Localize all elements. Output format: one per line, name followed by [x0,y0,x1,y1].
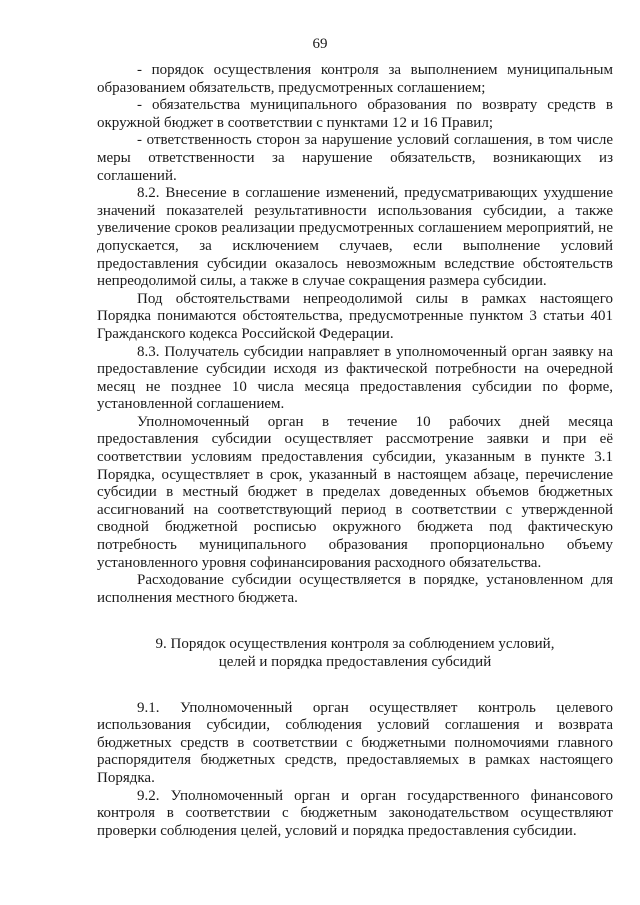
paragraph: 8.3. Получатель субсидии направляет в уполномоченный орган заявку на предоставление субсидии исходя из фактической потребности на очередной месяц не позднее 10 числа месяца предоставления субсидии по форме, установленной соглашением. [97,343,613,413]
paragraph: Уполномоченный орган в течение 10 рабочих дней месяца предоставления субсидии осуществляет рассмотрение заявки и при её соответствии условиям предоставления субсидии, указанным в пункте 3.1 Порядка, осуществляет в срок, указанный в настоящем абзаце, перечисление субсидии в местный бюджет в пределах доведенных объемов бюджетных ассигнований на соответствующий период в соответствии с утвержденной сводной бюджетной росписью окружного бюджета под фактическую потребность муниципального образования пропорционально объему установленного уровня софинансирования расходного обязательства. [97,413,613,571]
paragraph: Под обстоятельствами непреодолимой силы в рамках настоящего Порядка понимаются обстоятельства, предусмотренные пунктом 3 статьи 401 Гражданского кодекса Российской Федерации. [97,290,613,342]
paragraph: 9.1. Уполномоченный орган осуществляет контроль целевого использования субсидии, соблюдения условий соглашения и возврата бюджетных средств в соответствии с бюджетными полномочиями главного распорядителя бюджетных средств, предоставляемых в рамках настоящего Порядка. [97,699,613,786]
paragraph: - ответственность сторон за нарушение условий соглашения, в том числе меры ответственности за нарушение обязательств, возникающих из соглашений. [97,132,613,184]
paragraph: - порядок осуществления контроля за выполнением муниципальным образованием обязательств, предусмотренных соглашением; [97,62,613,96]
section-heading-line: 9. Порядок осуществления контроля за соблюдением условий, [155,636,555,653]
paragraph: Расходование субсидии осуществляется в порядке, установленном для исполнения местного бюджета. [97,572,613,606]
paragraph: - обязательства муниципального образования по возврату средств в окружной бюджет в соответствии с пунктами 12 и 16 Правил; [97,97,613,131]
paragraph: 9.2. Уполномоченный орган и орган государственного финансового контроля в соответствии с бюджетным законодательством осуществляют проверки соблюдения целей, условий и порядка предоставления субсидии. [97,787,613,839]
document-body [97,62,613,840]
paragraph: 8.2. Внесение в соглашение изменений, предусматривающих ухудшение значений показателей результативности использования субсидии, а также увеличение сроков реализации предусмотренных соглашением мероприятий, не допускается, за исключением случаев, если выполнение условий предоставления субсидии оказалось невозможным вследствие обстоятельств непреодолимой силы, а также в случае сокращения размера субсидии. [97,185,613,290]
section-heading-line: целей и порядка предоставления субсидий [218,654,492,670]
section-heading [97,636,613,671]
page-number: 69 [312,36,328,52]
